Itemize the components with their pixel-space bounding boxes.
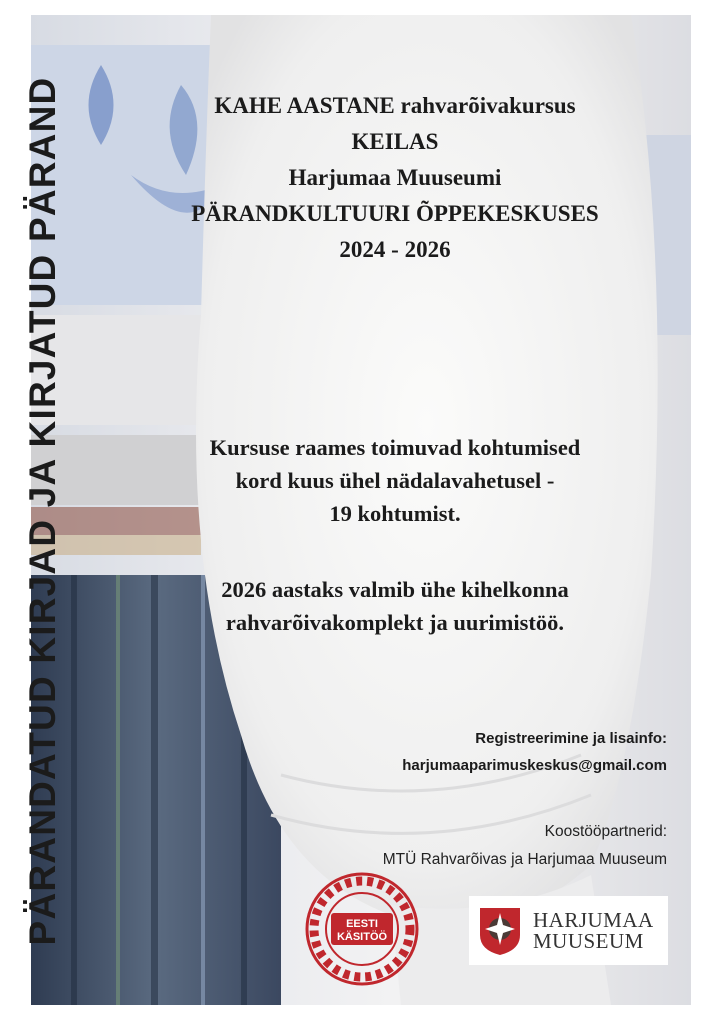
header-line-3: Harjumaa Muuseumi	[288, 165, 502, 190]
registration-info	[402, 725, 667, 779]
header-line-4: PÄRANDKULTUURI ÕPPEKESKUSES	[191, 201, 599, 226]
partners-names: MTÜ Rahvarõivas ja Harjumaa Muuseum	[382, 851, 667, 868]
eesti-kasitoo-text-2: KÄSITÖÖ	[336, 931, 388, 943]
poster-header	[130, 88, 660, 268]
course-line-1: Kursuse raames toimuvad kohtumised	[209, 435, 581, 460]
registration-label: Registreerimine ja lisainfo:	[475, 730, 667, 747]
harjumaa-shield-icon	[477, 905, 523, 957]
course-line-2: kord kuus ühel nädalavahetusel -	[235, 468, 555, 493]
header-line-1: KAHE AASTANE rahvarõivakursus	[214, 93, 576, 118]
course-outcome	[130, 573, 660, 639]
course-info	[130, 431, 660, 530]
outcome-line-2: rahvarõivakomplekt ja uurimistöö.	[225, 610, 565, 635]
outcome-line-1: 2026 aastaks valmib ühe kihelkonna	[221, 577, 569, 602]
eesti-kasitoo-logo	[305, 872, 419, 986]
harjumaa-muuseum-logo	[469, 896, 668, 965]
eesti-kasitoo-text-1: EESTI	[346, 918, 378, 930]
side-title: PÄRANDATUD KIRJAD JA KIRJATUD PÄRAND	[22, 76, 63, 946]
registration-email[interactable]: harjumaaparimuskeskus@gmail.com	[402, 757, 667, 774]
header-line-2: KEILAS	[351, 129, 439, 154]
course-line-3: 19 kohtumist.	[329, 501, 461, 526]
harjumaa-logo-line-1: HARJUMAA	[533, 907, 654, 932]
harjumaa-logo-line-2: MUUSEUM	[533, 928, 644, 953]
partners-info	[383, 818, 667, 874]
header-line-5: 2024 - 2026	[339, 237, 451, 262]
partners-label: Koostööpartnerid:	[544, 823, 667, 840]
